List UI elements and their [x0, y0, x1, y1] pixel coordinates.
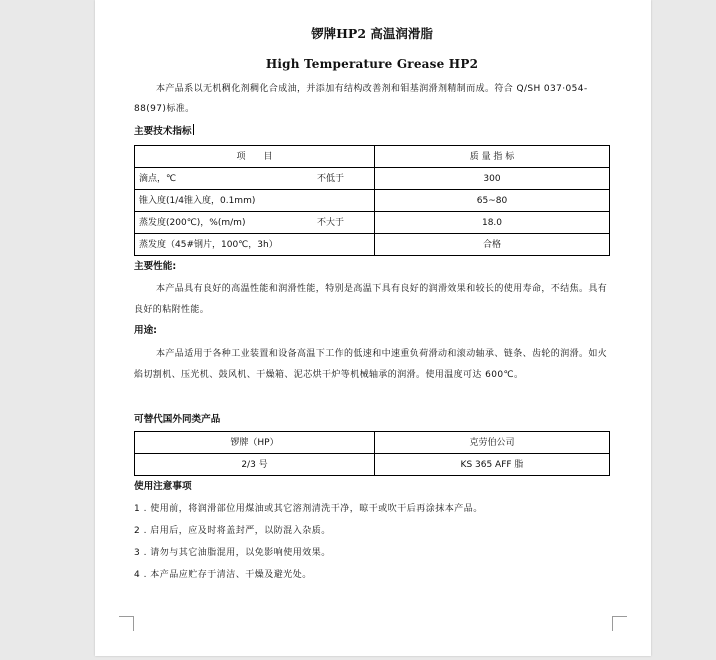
usage-heading: 用途: [134, 325, 158, 336]
usage-paragraph: 本产品适用于各种工业装置和设备高温下工作的低速和中速重负荷滑动和滚动轴承、链条、齿轮的润滑。如火焰切割机、压光机、鼓风机、干燥箱、泥芯烘干炉等机械轴承的润滑。使用温度可达 600℃。 [134, 349, 608, 380]
title-english: High Temperature Grease HP2 [265, 57, 479, 71]
table-row [135, 212, 610, 234]
replace-header-left: 锣牌（HP） [135, 432, 375, 454]
document-page [95, 0, 651, 656]
table-row [135, 190, 610, 212]
spec-qualifier: 不大于 [316, 217, 344, 228]
title-chinese: 锣牌HP2 高温润滑脂 [311, 26, 433, 41]
performance-paragraph: 本产品具有良好的高温性能和润滑性能，特别是高温下具有良好的润滑效果和较长的使用寿命，不结焦。具有良好的粘附性能。 [134, 284, 608, 315]
replace-header-right: 克劳伯公司 [375, 432, 610, 454]
table-row [135, 234, 610, 256]
notes-heading: 使用注意事项 [134, 481, 192, 492]
spec-header-item: 项 目 [135, 146, 375, 168]
replace-left-value: 2/3 号 [135, 454, 375, 476]
spec-item: 滴点，℃ [139, 173, 177, 184]
spec-value: 18.0 [375, 212, 610, 234]
crop-mark-right [612, 616, 627, 631]
table-row [135, 168, 610, 190]
spec-table-header [135, 146, 610, 168]
text-cursor [193, 124, 194, 135]
spec-item: 锥入度(1/4锥入度，0.1mm) [139, 195, 256, 206]
intro-paragraph: 本产品系以无机稠化剂稠化合成油，并添加有结构改善剂和钼基润滑剂精制而成。符合 Q/SH 037·054-88(97)标准。 [134, 84, 588, 114]
list-item: 2 . 启用后，应及时将盖封严，以防混入杂质。 [134, 526, 331, 536]
spec-table [134, 145, 610, 256]
spec-item: 蒸发度（45#钢片，100℃，3h） [139, 239, 278, 250]
spec-value: 合格 [375, 234, 610, 256]
spec-value: 300 [375, 168, 610, 190]
spec-item: 蒸发度(200℃)，%(m/m) [139, 217, 246, 228]
replace-table [134, 431, 610, 476]
replace-right-value: KS 365 AFF 脂 [375, 454, 610, 476]
spec-value: 65~80 [375, 190, 610, 212]
spec-heading [134, 122, 194, 142]
performance-heading: 主要性能: [134, 261, 177, 272]
list-item: 1 . 使用前，将润滑部位用煤油或其它溶剂清洗干净，晾干或吹干后再涂抹本产品。 [134, 504, 483, 514]
replace-heading: 可替代国外同类产品 [134, 414, 221, 425]
table-row [135, 454, 610, 476]
list-item: 3 . 请勿与其它油脂混用，以免影响使用效果。 [134, 548, 331, 558]
crop-mark-left [119, 616, 134, 631]
spec-heading-text: 主要技术指标 [134, 126, 192, 137]
spec-header-value: 质 量 指 标 [375, 146, 610, 168]
spec-qualifier: 不低于 [316, 173, 344, 184]
list-item: 4 . 本产品应贮存于清洁、干燥及避光处。 [134, 570, 312, 580]
replace-table-header [135, 432, 610, 454]
